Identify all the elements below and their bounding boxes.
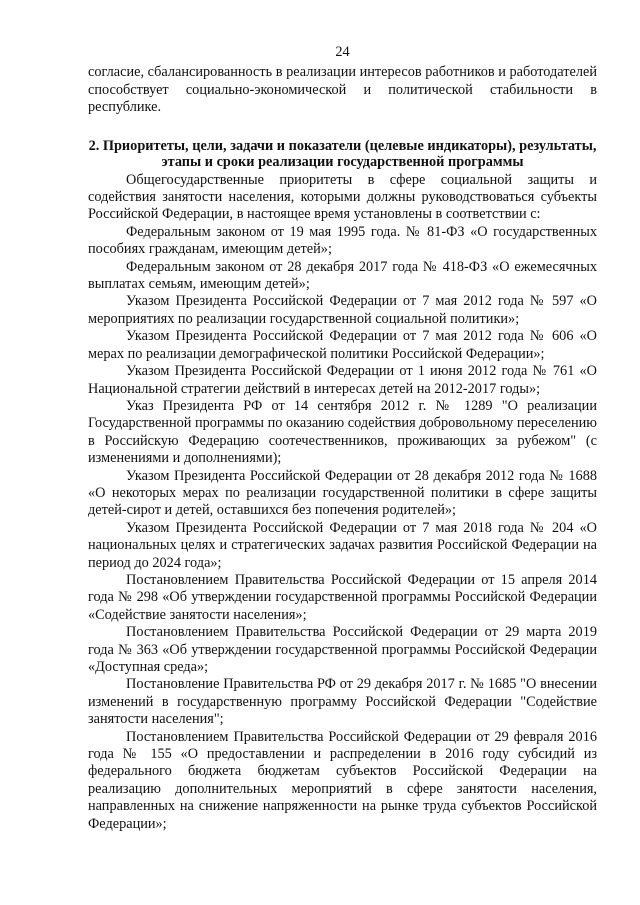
paragraph-decree-1688: Указом Президента Российской Федерации от 28 декабря 2012 года № 1688 «О некоторых мерах по реализации государственной политики в сфере защиты детей-сирот и детей, оставшихся без попечения родителей»;	[88, 467, 597, 519]
paragraph-resolution-155: Постановлением Правительства Российской Федерации от 29 февраля 2016 года № 155 «О предоставлении и распределении в 2016 году субсидий из федерального бюджета бюджетам субъектов Российской Федерации на реализацию дополнительных мероприятий в сфере занятости населения, направленных на снижение напряженности на рынке труда субъектов Российской Федерации»;	[88, 728, 597, 832]
page-number: 24	[335, 44, 350, 60]
paragraph-decree-606: Указом Президента Российской Федерации от 7 мая 2012 года № 606 «О мерах по реализации демографической политики Российской Федерации»;	[88, 328, 597, 362]
paragraph-decree-597: Указом Президента Российской Федерации от 7 мая 2012 года № 597 «О мероприятиях по реализации государственной социальной политики»;	[88, 293, 597, 327]
paragraph-law-418fz: Федеральным законом от 28 декабря 2017 года № 418-ФЗ «О ежемесячных выплатах семьям, имеющим детей»;	[88, 258, 597, 293]
paragraph-decree-204: Указом Президента Российской Федерации от 7 мая 2018 года № 204 «О национальных целях и стратегических задачах развития Российской Федерации на период до 2024 года»;	[88, 519, 597, 571]
paragraph-law-81fz: Федеральным законом от 19 мая 1995 года. № 81-ФЗ «О государственных пособиях гражданам, имеющим детей»;	[88, 223, 597, 258]
paragraph-resolution-1685: Постановление Правительства РФ от 29 декабря 2017 г. № 1685 "О внесении изменений в государственную программу Российской Федерации "Содействие занятости населения";	[88, 676, 597, 728]
intro-paragraph: согласие, сбалансированность в реализации интересов работников и работодателей способствует социально-экономической и политической стабильности в республике.	[88, 64, 597, 116]
document-page	[88, 44, 597, 833]
paragraph-priorities-intro: Общегосударственные приоритеты в сфере социальной защиты и содействия занятости населения, которыми должны руководствоваться субъекты Российской Федерации, в настоящее время установлены в соответствии с:	[88, 171, 597, 223]
paragraph-resolution-363: Постановлением Правительства Российской Федерации от 29 марта 2019 года № 363 «Об утверждении государственной программы Российской Федерации «Доступная среда»;	[88, 624, 597, 675]
paragraph-resolution-298: Постановлением Правительства Российской Федерации от 15 апреля 2014 года № 298 «Об утверждении государственной программы Российской Федерации «Содействие занятости населения»;	[88, 571, 597, 623]
section-heading: 2. Приоритеты, цели, задачи и показатели (целевые индикаторы), результаты, этапы и сроки реализации государственной программы	[88, 137, 597, 170]
paragraph-decree-761: Указом Президента Российской Федерации от 1 июня 2012 года № 761 «О Национальной стратегии действий в интересах детей на 2012-2017 годы»;	[88, 363, 597, 397]
paragraph-decree-1289: Указ Президента РФ от 14 сентября 2012 г. № 1289 "О реализации Государственной программы по оказанию содействия добровольному переселению в Российскую Федерацию соотечественников, проживающих за рубежом" (с изменениями и дополнениями);	[88, 397, 597, 467]
